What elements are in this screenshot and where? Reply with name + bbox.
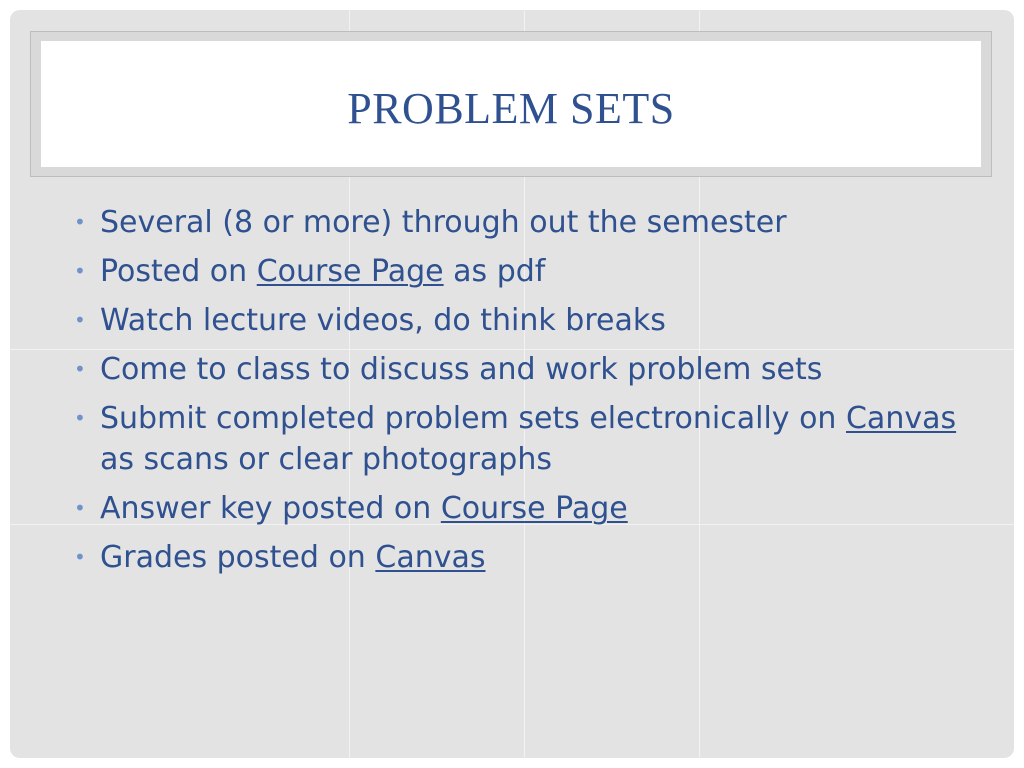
bullet-item	[68, 202, 968, 243]
bullet-item	[68, 300, 968, 341]
bullet-text: as pdf	[443, 254, 546, 289]
bullet-list	[68, 202, 968, 586]
course-page-link[interactable]: Course Page	[440, 491, 628, 526]
slide-title: PROBLEM SETS	[347, 83, 675, 133]
course-page-link[interactable]: Course Page	[256, 254, 444, 289]
bullet-icon: •	[74, 308, 86, 332]
bullet-icon: •	[74, 406, 86, 430]
bullet-text: Grades posted on	[100, 540, 376, 575]
bullet-text: Answer key posted on	[100, 491, 441, 526]
bullet-text: Posted on	[100, 254, 257, 289]
canvas-link[interactable]: Canvas	[375, 540, 486, 575]
bullet-icon: •	[74, 545, 86, 569]
bullet-icon: •	[74, 357, 86, 381]
bullet-item	[68, 398, 968, 480]
bullet-text: Submit completed problem sets electronically on	[100, 401, 846, 436]
title-box	[41, 41, 981, 167]
bullet-text: as scans or clear photographs	[100, 442, 552, 477]
bullet-text: Several (8 or more) through out the semester	[100, 205, 787, 240]
bullet-icon: •	[74, 259, 86, 283]
bullet-item	[68, 488, 968, 529]
bullet-text: Watch lecture videos, do think breaks	[100, 303, 666, 338]
bullet-item	[68, 537, 968, 578]
canvas-link[interactable]: Canvas	[845, 401, 957, 436]
bullet-icon: •	[74, 210, 86, 234]
title-frame	[30, 31, 992, 177]
bullet-item	[68, 251, 968, 292]
bullet-text: Come to class to discuss and work problem sets	[100, 352, 823, 387]
bullet-item	[68, 349, 968, 390]
bullet-icon: •	[74, 496, 86, 520]
slide	[10, 10, 1014, 758]
